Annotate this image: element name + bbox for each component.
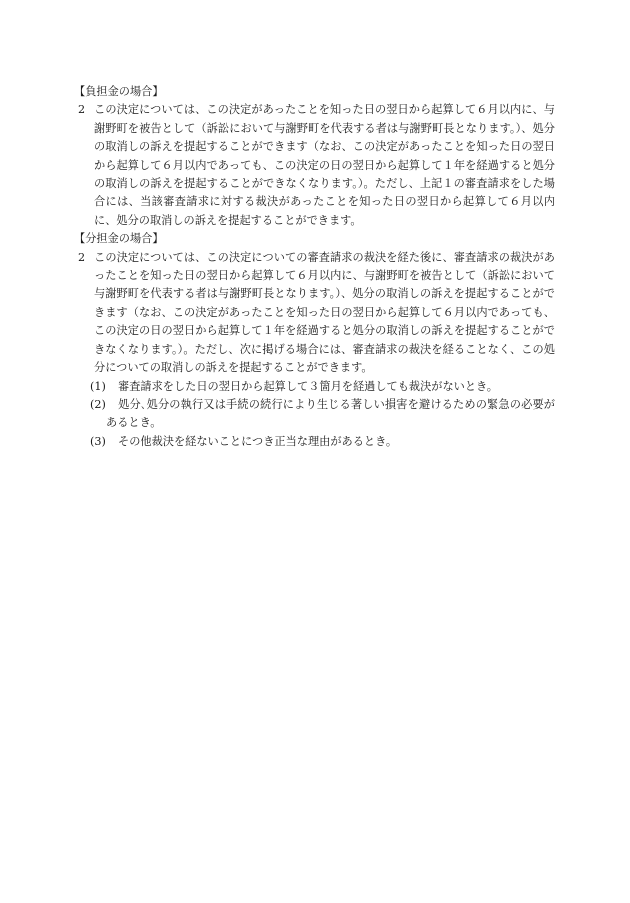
paragraph-futankin: [78, 101, 555, 230]
paragraph-text: この決定については、この決定についての審査請求の裁決を経た後に、審査請求の裁決があったことを知った日の翌日から起算して６月以内に、与謝野町を被告として（訴訟において与謝野町を代表する者は与謝野町長となります。）、処分の取消しの訴えを提起することができます（なお、この決定があったことを知った日の翌日から起算して６月以内であっても、この決定の日の翌日から起算して１年を経過すると処分の取消しの訴えを提起することができなくなります。）。ただし、次に掲げる場合には、審査請求の裁決を経ることなく、この処分についての取消しの訴えを提起することができます。: [94, 250, 555, 375]
section-heading-buntankin: 【分担金の場合】: [74, 232, 164, 246]
item-text: その他裁決を経ないことにつき正当な理由があるとき。: [118, 434, 398, 448]
list-item: [78, 378, 555, 396]
paragraph-number: 2: [78, 103, 86, 117]
item-number: (3): [90, 434, 106, 448]
item-number: (1): [90, 379, 106, 393]
item-number: (2): [90, 397, 106, 411]
list-item: [78, 433, 555, 451]
document-body: [74, 83, 555, 451]
paragraph-text: この決定については、この決定があったことを知った日の翌日から起算して６月以内に、与謝野町を被告として（訴訟において与謝野町を代表する者は与謝野町長となります。）、処分の取消しの訴えを提起することができます（なお、この決定があったことを知った日の翌日から起算して６月以内であっても、この決定の日の翌日から起算して１年を経過すると処分の取消しの訴えを提起することができなくなります。）。ただし、上記１の審査請求をした場合には、当該審査請求に対する裁決があったことを知った日の翌日から起算して６月以内に、処分の取消しの訴えを提起することができます。: [94, 103, 555, 227]
paragraph-number: 2: [78, 250, 86, 264]
item-text: 審査請求をした日の翌日から起算して３箇月を経過しても裁決がないとき。: [118, 379, 498, 393]
list-item: [78, 396, 555, 433]
section-heading-futankin: 【負担金の場合】: [74, 85, 164, 98]
item-text: 処分､処分の執行又は手続の続行により生じる著しい損害を避けるための緊急の必要があるとき。: [106, 397, 555, 430]
paragraph-buntankin: [78, 249, 555, 378]
